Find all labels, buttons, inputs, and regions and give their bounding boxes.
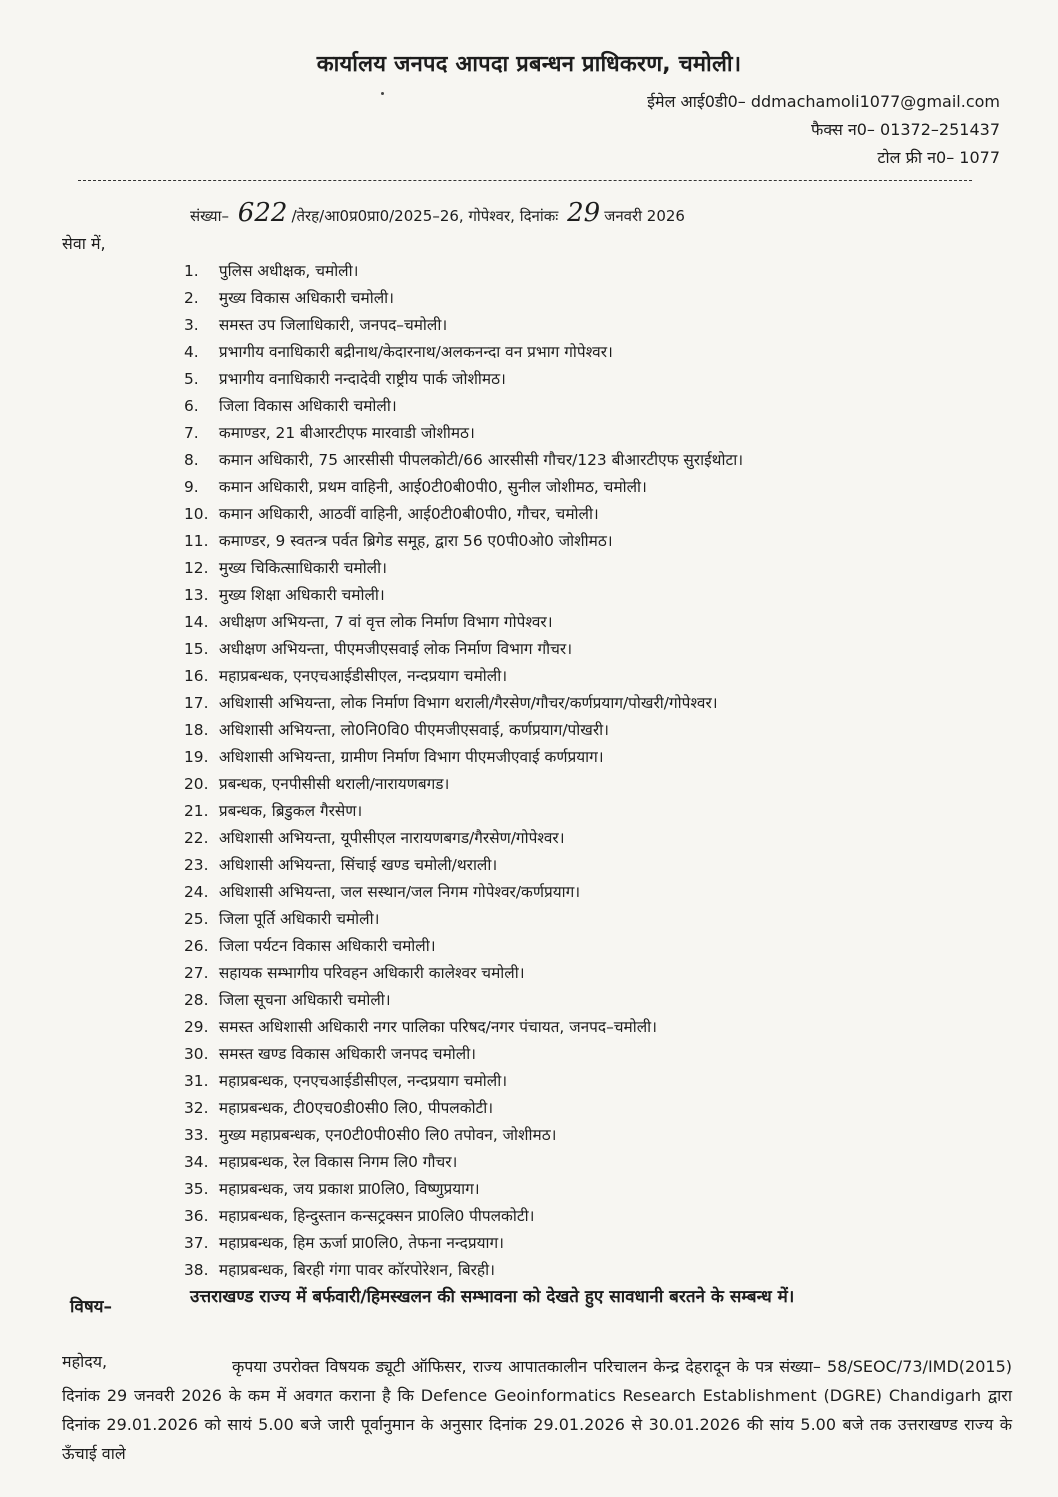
recipient-number: 31. — [184, 1072, 209, 1090]
recipient-number: 15. — [184, 640, 209, 658]
reference-day-handwritten: 29 — [567, 198, 601, 228]
recipient-text: अधिशासी अभियन्ता, लोक निर्माण विभाग थराली/गैरसेण/गौचर/कर्णप्रयाग/पोखरी/गोपेश्वर। — [218, 694, 718, 712]
recipient-item — [184, 609, 1014, 636]
recipient-text: अधिशासी अभियन्ता, यूपीसीएल नारायणबगड/गैरसेण/गोपेश्वर। — [218, 829, 565, 847]
recipient-number: 10. — [184, 505, 209, 523]
contact-toll-free: टोल फ्री न0– 1077 — [877, 148, 1000, 167]
recipient-number: 19. — [184, 748, 209, 766]
reference-number-handwritten: 622 — [237, 198, 288, 228]
reference-middle: /तेरह/आ0प्र0प्रा0/2025–26, गोपेश्वर, दिनांकः — [291, 207, 559, 225]
recipient-item — [184, 771, 1014, 798]
recipient-text: कमान अधिकारी, प्रथम वाहिनी, आई0टी0बी0पी0, सुनील जोशीमठ, चमोली। — [218, 478, 647, 496]
recipient-item — [184, 1041, 1014, 1068]
recipient-item — [184, 717, 1014, 744]
recipient-number: 11. — [184, 532, 209, 550]
reference-prefix: संख्या– — [190, 207, 230, 225]
recipient-item — [184, 987, 1014, 1014]
body-paragraph — [62, 1352, 1012, 1468]
recipient-text: अधीक्षण अभियन्ता, पीएमजीएसवाई लोक निर्माण विभाग गौचर। — [218, 640, 573, 658]
recipient-number: 34. — [184, 1153, 209, 1171]
recipient-number: 16. — [184, 667, 209, 685]
recipient-number: 8. — [184, 451, 199, 469]
contact-email: ईमेल आई0डी0– ddmachamoli1077@gmail.com — [647, 92, 1000, 111]
recipient-text: समस्त खण्ड विकास अधिकारी जनपद चमोली। — [218, 1045, 477, 1063]
recipient-text: सहायक सम्भागीय परिवहन अधिकारी कालेश्वर चमोली। — [218, 964, 525, 982]
recipient-number: 29. — [184, 1018, 209, 1036]
scan-dot — [381, 92, 384, 95]
reference-suffix: जनवरी 2026 — [604, 207, 685, 225]
recipient-item — [184, 1176, 1014, 1203]
recipient-text: महाप्रबन्धक, टी0एच0डी0सी0 लि0, पीपलकोटी। — [218, 1099, 494, 1117]
recipient-text: प्रभागीय वनाधिकारी बद्रीनाथ/केदारनाथ/अलकनन्दा वन प्रभाग गोपेश्वर। — [218, 343, 613, 361]
recipient-number: 37. — [184, 1234, 209, 1252]
contact-fax: फैक्स न0– 01372–251437 — [811, 120, 1000, 139]
recipient-item — [184, 825, 1014, 852]
recipient-item — [184, 474, 1014, 501]
recipient-number: 2. — [184, 289, 199, 307]
recipient-text: कमान अधिकारी, आठवीं वाहिनी, आई0टी0बी0पी0, गौचर, चमोली। — [218, 505, 599, 523]
recipient-number: 36. — [184, 1207, 209, 1225]
recipient-number: 26. — [184, 937, 209, 955]
recipient-text: महाप्रबन्धक, एनएचआईडीसीएल, नन्दप्रयाग चमोली। — [218, 1072, 508, 1090]
recipient-number: 20. — [184, 775, 209, 793]
recipient-item — [184, 1068, 1014, 1095]
recipient-number: 30. — [184, 1045, 209, 1063]
recipient-number: 22. — [184, 829, 209, 847]
recipient-item — [184, 1230, 1014, 1257]
recipient-text: कमाण्डर, 9 स्वतन्त्र पर्वत ब्रिगेड समूह, द्वारा 56 ए0पी0ओ0 जोशीमठ। — [218, 532, 613, 550]
subject-label: विषय– — [70, 1297, 113, 1317]
recipient-text: जिला पर्यटन विकास अधिकारी चमोली। — [218, 937, 436, 955]
recipient-item — [184, 960, 1014, 987]
subject-text: उत्तराखण्ड राज्य में बर्फवारी/हिमस्खलन की सम्भावना को देखते हुए सावधानी बरतने के सम्बन्ध में। — [190, 1287, 795, 1307]
recipient-item — [184, 1149, 1014, 1176]
recipient-list — [184, 258, 1014, 1284]
recipient-text: प्रबन्धक, एनपीसीसी थराली/नारायणबगड। — [218, 775, 450, 793]
recipient-item — [184, 258, 1014, 285]
recipient-item — [184, 933, 1014, 960]
recipient-item — [184, 1203, 1014, 1230]
recipient-number: 6. — [184, 397, 199, 415]
recipient-item — [184, 393, 1014, 420]
recipient-number: 35. — [184, 1180, 209, 1198]
header-divider — [78, 180, 972, 181]
recipient-text: अधिशासी अभियन्ता, ग्रामीण निर्माण विभाग पीएमजीएवाई कर्णप्रयाग। — [218, 748, 604, 766]
recipient-number: 27. — [184, 964, 209, 982]
recipient-number: 21. — [184, 802, 209, 820]
recipient-number: 25. — [184, 910, 209, 928]
recipient-text: महाप्रबन्धक, रेल विकास निगम लि0 गौचर। — [218, 1153, 458, 1171]
recipient-number: 7. — [184, 424, 199, 442]
body-text: कृपया उपरोक्त विषयक ड्यूटी ऑफिसर, राज्य आपातकालीन परिचालन केन्द्र देहरादून के पत्र संख्या– 58/SEOC/73/IMD(2015) दिनांक 29 जनवरी 2026 के कम में अवगत कराना है कि Defence Geoinformatics Research Establishment (DGRE) Chandigarh द्वारा दिनांक 29.01.2026 को सायं 5.00 बजे जारी पूर्वानुमान के अनुसार दिनांक 29.01.2026 से 30.01.2026 की सांय 5.00 बजे तक उत्तराखण्ड राज्य के ऊँचाई वाले — [62, 1357, 1012, 1463]
recipient-text: महाप्रबन्धक, बिरही गंगा पावर कॉरपोरेशन, बिरही। — [218, 1261, 495, 1279]
recipient-item — [184, 339, 1014, 366]
recipient-text: अधिशासी अभियन्ता, लो0नि0वि0 पीएमजीएसवाई, कर्णप्रयाग/पोखरी। — [218, 721, 609, 739]
recipient-item — [184, 420, 1014, 447]
recipient-text: समस्त उप जिलाधिकारी, जनपद–चमोली। — [218, 316, 448, 334]
recipient-item — [184, 555, 1014, 582]
recipient-item — [184, 906, 1014, 933]
recipient-number: 14. — [184, 613, 209, 631]
recipient-text: मुख्य विकास अधिकारी चमोली। — [218, 289, 394, 307]
recipient-text: जिला विकास अधिकारी चमोली। — [218, 397, 397, 415]
recipient-item — [184, 528, 1014, 555]
recipient-number: 5. — [184, 370, 199, 388]
recipient-item — [184, 636, 1014, 663]
recipient-item — [184, 879, 1014, 906]
recipient-item — [184, 447, 1014, 474]
recipient-text: महाप्रबन्धक, जय प्रकाश प्रा0लि0, विष्णुप्रयाग। — [218, 1180, 480, 1198]
recipient-number: 4. — [184, 343, 199, 361]
recipient-item — [184, 663, 1014, 690]
recipient-number: 3. — [184, 316, 199, 334]
recipient-item — [184, 312, 1014, 339]
recipient-number: 23. — [184, 856, 209, 874]
recipient-item — [184, 366, 1014, 393]
recipient-number: 33. — [184, 1126, 209, 1144]
recipient-number: 32. — [184, 1099, 209, 1117]
reference-line — [190, 198, 685, 228]
recipient-number: 18. — [184, 721, 209, 739]
recipient-text: मुख्य महाप्रबन्धक, एन0टी0पी0सी0 लि0 तपोवन, जोशीमठ। — [218, 1126, 557, 1144]
recipient-number: 9. — [184, 478, 199, 496]
recipient-text: मुख्य शिक्षा अधिकारी चमोली। — [218, 586, 385, 604]
recipient-item — [184, 1122, 1014, 1149]
recipient-item — [184, 690, 1014, 717]
recipient-item — [184, 852, 1014, 879]
recipient-text: प्रभागीय वनाधिकारी नन्दादेवी राष्ट्रीय पार्क जोशीमठ। — [218, 370, 506, 388]
recipient-text: महाप्रबन्धक, हिन्दुस्तान कन्सट्रक्सन प्रा0लि0 पीपलकोटी। — [218, 1207, 535, 1225]
recipient-item — [184, 1014, 1014, 1041]
recipient-number: 13. — [184, 586, 209, 604]
recipient-item — [184, 798, 1014, 825]
recipient-item — [184, 501, 1014, 528]
greeting: महोदय, — [62, 1352, 108, 1371]
recipient-item — [184, 744, 1014, 771]
recipient-item — [184, 285, 1014, 312]
recipient-item — [184, 1095, 1014, 1122]
recipient-text: कमान अधिकारी, 75 आरसीसी पीपलकोटी/66 आरसीसी गौचर/123 बीआरटीएफ सुराईथोटा। — [218, 451, 744, 469]
recipient-number: 38. — [184, 1261, 209, 1279]
office-title: कार्यालय जनपद आपदा प्रबन्धन प्राधिकरण, चमोली। — [316, 52, 742, 77]
recipient-text: पुलिस अधीक्षक, चमोली। — [218, 262, 359, 280]
recipient-text: प्रबन्धक, ब्रिडुकल गैरसेण। — [218, 802, 363, 820]
recipient-number: 1. — [184, 262, 199, 280]
recipient-text: महाप्रबन्धक, हिम ऊर्जा प्रा0लि0, तेफना नन्दप्रयाग। — [218, 1234, 505, 1252]
recipient-number: 24. — [184, 883, 209, 901]
recipient-number: 17. — [184, 694, 209, 712]
recipient-text: अधिशासी अभियन्ता, सिंचाई खण्ड चमोली/थराली। — [218, 856, 498, 874]
recipient-item — [184, 1257, 1014, 1284]
recipient-text: अधीक्षण अभियन्ता, 7 वां वृत्त लोक निर्माण विभाग गोपेश्वर। — [218, 613, 553, 631]
recipient-number: 12. — [184, 559, 209, 577]
recipient-text: समस्त अधिशासी अधिकारी नगर पालिका परिषद/नगर पंचायत, जनपद–चमोली। — [218, 1018, 657, 1036]
recipient-text: कमाण्डर, 21 बीआरटीएफ मारवाडी जोशीमठ। — [218, 424, 475, 442]
recipient-text: महाप्रबन्धक, एनएचआईडीसीएल, नन्दप्रयाग चमोली। — [218, 667, 508, 685]
recipient-text: जिला पूर्ति अधिकारी चमोली। — [218, 910, 380, 928]
to-label: सेवा में, — [62, 234, 106, 253]
recipient-text: जिला सूचना अधिकारी चमोली। — [218, 991, 391, 1009]
recipient-number: 28. — [184, 991, 209, 1009]
recipient-text: मुख्य चिकित्साधिकारी चमोली। — [218, 559, 387, 577]
recipient-item — [184, 582, 1014, 609]
recipient-text: अधिशासी अभियन्ता, जल सस्थान/जल निगम गोपेश्वर/कर्णप्रयाग। — [218, 883, 581, 901]
